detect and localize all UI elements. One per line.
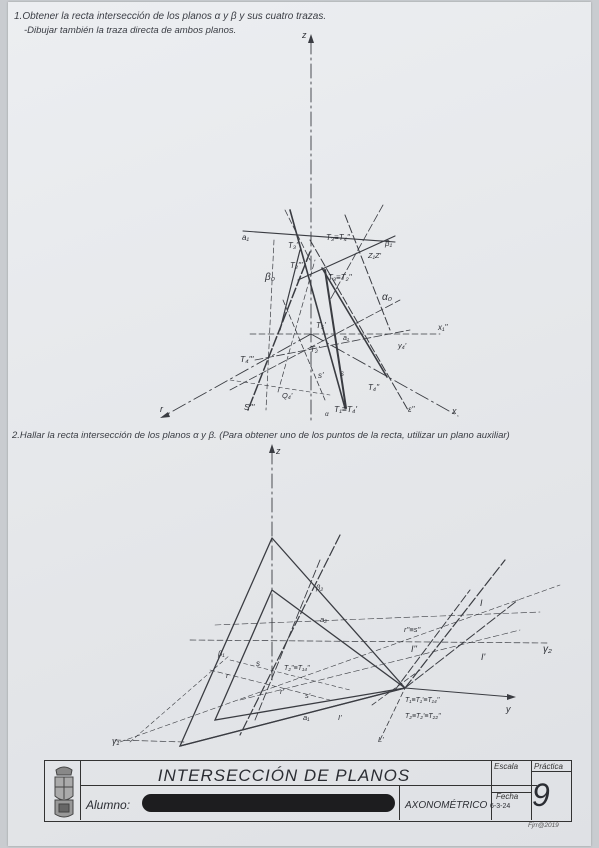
fig1-a1-label: a₁ [242, 233, 249, 242]
fig2-Ipp-label: I'' [411, 644, 417, 654]
fig1-a1b-label: a₁ [343, 335, 350, 342]
fig2-Ipr-label: I' [338, 713, 342, 722]
fig2-rp-label: r' [280, 687, 284, 696]
worksheet-title: INTERSECCIÓN DE PLANOS [157, 766, 411, 785]
exercise1-substatement: -Dibujar también la traza directa de ambos planos. [24, 25, 237, 36]
crest-icon [50, 764, 78, 818]
fig2-Ta-label: T₁≡T₁'≡T₁₄'' [405, 697, 440, 704]
fig2-gamma1-label: γ₁ [112, 736, 120, 746]
fig1-T4ppp-label: T₄''' [240, 354, 254, 364]
fig2-s-label: s [256, 659, 260, 668]
fig1-T1eqT4-label: T₁≡T₄' [334, 404, 358, 414]
fig2-I-label: I [480, 598, 483, 608]
practica-label: Práctica [534, 762, 563, 771]
fig2-Lp-label: L' [378, 735, 384, 744]
fig1-T3pp-label: T₃'' [288, 241, 300, 250]
fig1-Sppp-label: S''' [244, 402, 255, 412]
fig2-b2-label: β₂ [316, 583, 324, 592]
fig1-x1-label: x₁'' [438, 323, 448, 332]
fig1-z12-label: Z₁Z' [368, 251, 381, 260]
practica-number: 9 [532, 777, 550, 813]
fig2-T2-label: T₂''≡T₁₄'' [284, 665, 310, 672]
fig1-b1-label: β₁ [385, 239, 393, 248]
fig1-T5-label: T₅' [316, 321, 326, 330]
fecha-value: 6-3-24 [490, 803, 511, 810]
fig2-gamma2-label: γ₂ [543, 644, 552, 655]
fig1-s-label: s [340, 369, 344, 378]
fecha-label: Fecha [496, 792, 519, 801]
fig1-T2ppp-label: T₂''' [290, 261, 303, 270]
fig2-Ip-label: I' [481, 652, 486, 662]
fig1-b0-label: β₀ [265, 272, 275, 283]
fig2-z-label: z [276, 446, 281, 456]
footer-credit: Fjrr@2019 [528, 822, 559, 829]
figure2-axes [115, 444, 560, 742]
fig2-b1-label: β₁ [218, 649, 225, 658]
fig2-a2-label: a₂ [320, 615, 328, 624]
exercise1-statement: 1.Obtener la recta intersección de los planos α y β y sus cuatro trazas. [14, 11, 327, 22]
fig1-y4-label: y₄' [398, 341, 407, 350]
fig1-T3eqT4-label: T₃≡T₄'' [326, 233, 350, 242]
fig1-Q4-label: Q₄' [282, 391, 293, 400]
fig1-alpha0-label: α₀ [382, 292, 392, 303]
fig2-y-label: y [506, 704, 511, 714]
fig1-alpha-label: α [325, 411, 329, 418]
fig2-a1-label: a₁ [303, 713, 310, 722]
fig1-T3eqT2-label: T₃≡T₂'' [328, 273, 352, 282]
escala-label: Escala [494, 762, 519, 771]
fig1-epp-label: ε'' [408, 405, 415, 414]
fig1-x-label: x [452, 406, 457, 416]
fig1-y-label: r [160, 404, 163, 414]
fig2-Tb-label: T₂≡T₂'≡T₂₂'' [405, 713, 441, 720]
alumno-label: Alumno: [86, 798, 131, 812]
fig2-sp-label: s' [305, 691, 311, 700]
figure2-labels [112, 446, 552, 746]
fig1-sp-label: s' [318, 371, 324, 380]
fig1-z-label: z [302, 30, 307, 40]
fig2-r-label: r [226, 671, 229, 680]
fig1-T2p-label: T₂' [310, 345, 320, 354]
student-name-redaction [142, 794, 395, 812]
projection-system: AXONOMÉTRICO [405, 800, 488, 811]
fig1-T4pp-label: T₄'' [368, 383, 380, 392]
fig2-rpp-label: r''≡s'' [404, 625, 421, 634]
exercise2-statement: 2.Hallar la recta intersección de los planos α y β. (Para obtener uno de los puntos de la recta, utilizar un plano auxiliar) [12, 430, 510, 441]
